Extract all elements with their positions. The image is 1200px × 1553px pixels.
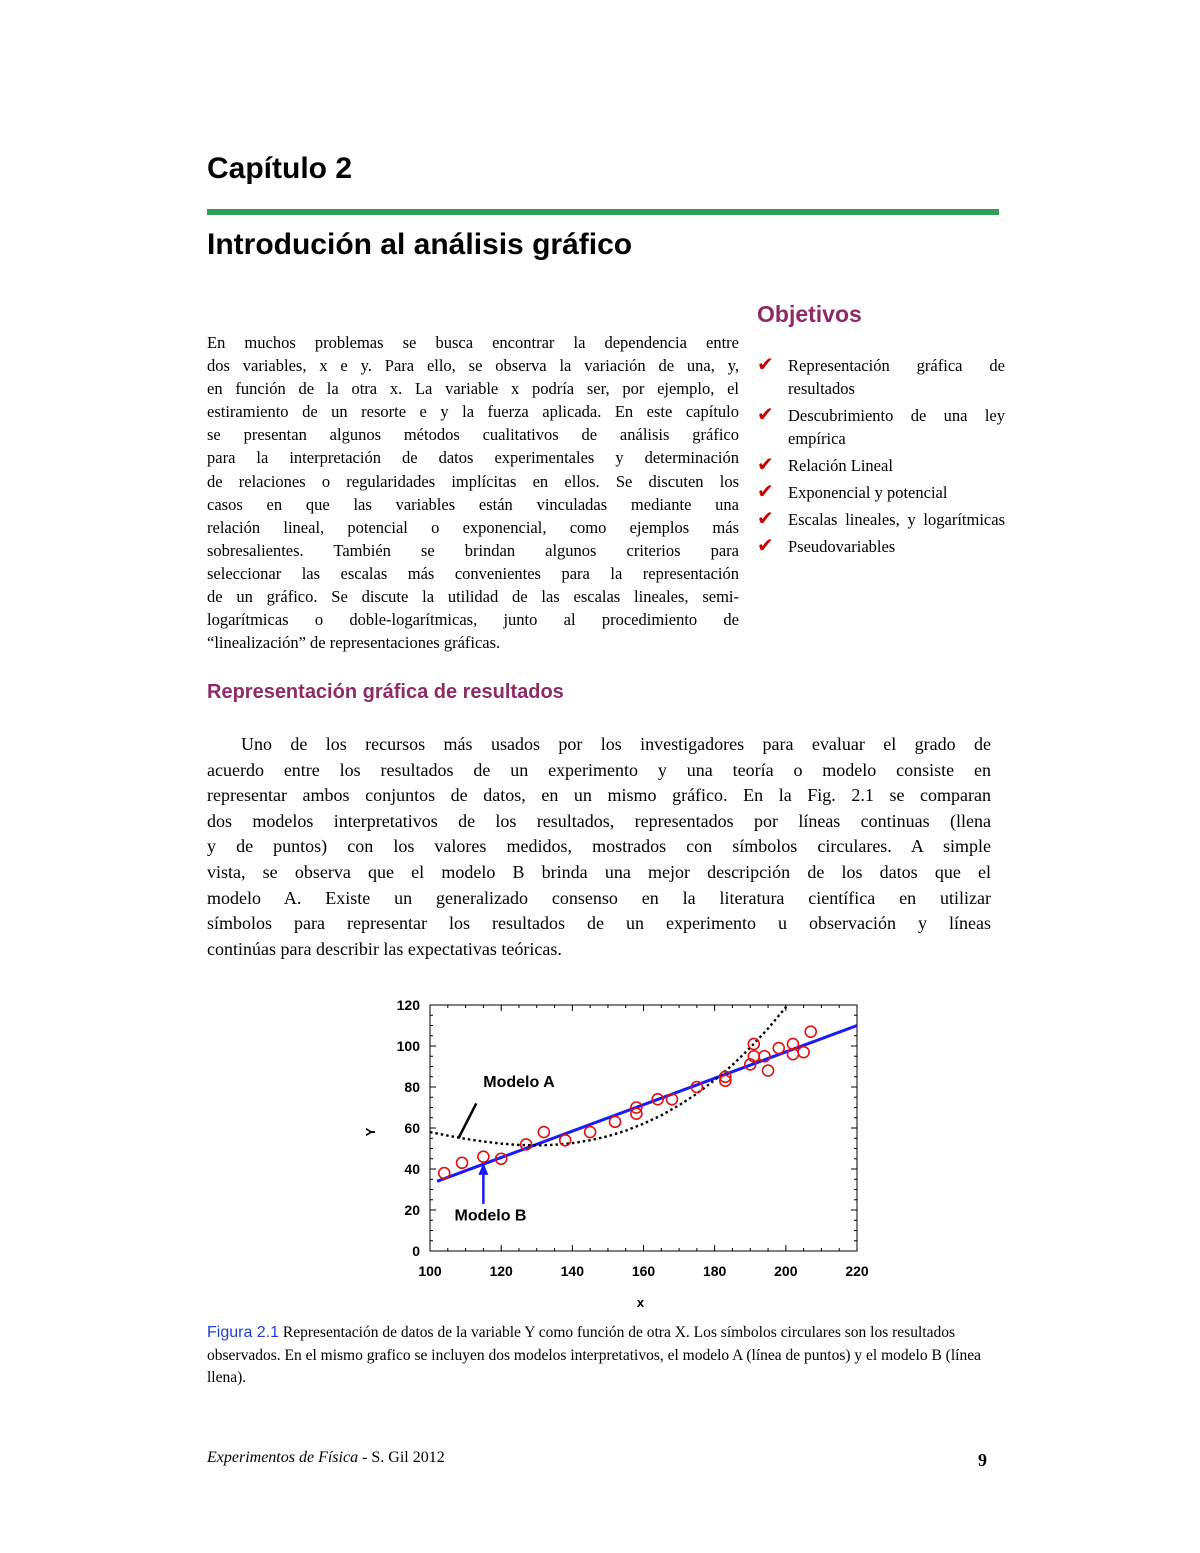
chart-points bbox=[439, 1026, 817, 1178]
intro-line: de relaciones o regularidades implícitas en ellos. Se discuten los bbox=[207, 471, 739, 491]
caption-text: Representación de datos de la variable Y como función de otra X. Los símbolos circulares son los resultados observados. En el mismo grafico se incluyen dos modelos interpretativos, el modelo A (línea de puntos) y el modelo B (línea llena). bbox=[207, 1324, 981, 1386]
paragraph-line: y de puntos) con los valores medidos, mostrados con símbolos circulares. A simple bbox=[207, 836, 991, 857]
chart-annotations bbox=[454, 1074, 555, 1224]
y-tick-label: 100 bbox=[396, 1038, 420, 1054]
intro-line: dos variables, x e y. Para ello, se observa la variación de una, y, bbox=[207, 356, 739, 376]
intro-line: logarítmicas o doble-logarítmicas, junto al procedimiento de bbox=[207, 610, 739, 630]
data-point bbox=[457, 1157, 468, 1168]
x-tick-label: 160 bbox=[631, 1263, 656, 1279]
chapter-rule bbox=[207, 209, 999, 215]
chapter-title: Introdución al análisis gráfico bbox=[207, 228, 633, 261]
intro-line: para la interpretación de datos experimentales y determinación bbox=[207, 448, 739, 468]
intro-line: En muchos problemas se busca encontrar la dependencia entre bbox=[207, 333, 739, 352]
footer-book: Experimentos de Física bbox=[207, 1449, 359, 1466]
intro-line: se presentan algunos métodos cualitativos de análisis gráfico bbox=[207, 425, 739, 445]
intro-paragraph bbox=[207, 331, 739, 654]
model-a-label: Modelo A bbox=[483, 1074, 555, 1091]
objectives-list bbox=[757, 354, 1005, 562]
data-point bbox=[805, 1026, 816, 1037]
x-tick-label: 220 bbox=[845, 1263, 869, 1279]
page-number: 9 bbox=[978, 1450, 987, 1470]
data-point bbox=[585, 1127, 596, 1138]
intro-line: seleccionar las escalas más convenientes para la representación bbox=[207, 563, 739, 583]
y-tick-label: 60 bbox=[404, 1120, 420, 1136]
check-mark-icon: ✔ bbox=[757, 452, 774, 476]
data-point bbox=[773, 1043, 784, 1054]
intro-line: relación lineal, potencial o exponencial, como ejemplos más bbox=[207, 517, 739, 537]
data-point bbox=[798, 1047, 809, 1058]
model-a-pointer bbox=[458, 1103, 476, 1138]
check-mark-icon: ✔ bbox=[757, 506, 774, 530]
y-axis-label: Y bbox=[363, 1127, 378, 1137]
intro-line: sobresalientes. También se brindan algunos criterios para bbox=[207, 540, 739, 560]
check-mark-icon: ✔ bbox=[757, 352, 774, 376]
data-point bbox=[560, 1135, 571, 1146]
objective-item: ✔ Relación Lineal bbox=[757, 452, 893, 476]
intro-line: casos en que las variables están vinculadas mediante una bbox=[207, 494, 739, 514]
data-point bbox=[763, 1065, 774, 1076]
figure-2-1-chart bbox=[360, 995, 900, 1315]
chart-axes bbox=[363, 997, 869, 1310]
objectives-heading: Objetivos bbox=[757, 301, 862, 327]
model-b-label: Modelo B bbox=[454, 1207, 527, 1225]
paragraph-line: representar ambos conjuntos de datos, en un mismo gráfico. En la Fig. 2.1 se comparan bbox=[207, 785, 991, 806]
intro-line: “linealización” de representaciones gráficas. bbox=[207, 633, 501, 653]
data-point bbox=[610, 1116, 621, 1127]
section-title: Representación gráfica de resultados bbox=[207, 681, 564, 703]
data-point bbox=[478, 1151, 489, 1162]
paragraph-line: acuerdo entre los resultados de un experimento y una teoría o modelo consiste en bbox=[207, 759, 991, 780]
intro-line: de un gráfico. Se discute la utilidad de las escalas lineales, semi- bbox=[207, 587, 739, 607]
chapter-label: Capítulo 2 bbox=[207, 152, 353, 185]
intro-line: estiramiento de un resorte e y la fuerza aplicada. En este capítulo bbox=[207, 402, 739, 422]
paragraph-line: modelo A. Existe un generalizado consenso en la literatura científica en utilizar bbox=[207, 887, 991, 908]
check-mark-icon: ✔ bbox=[757, 533, 774, 557]
model-a-line bbox=[430, 997, 797, 1146]
paragraph-line: vista, se observa que el modelo B brinda una mejor descripción de los datos que el bbox=[207, 861, 991, 882]
objective-item: ✔ Pseudovariables bbox=[757, 533, 896, 557]
paragraph-line: Uno de los recursos más usados por los investigadores para evaluar el grado de bbox=[241, 734, 991, 754]
objective-item: ✔ Exponencial y potencial bbox=[757, 479, 948, 503]
objective-item: ✔ Descubrimiento de una ley empírica bbox=[757, 402, 1005, 448]
data-point bbox=[538, 1127, 549, 1138]
footer-citation bbox=[207, 1449, 445, 1467]
figure-caption bbox=[207, 1322, 994, 1390]
caption-label: Figura 2.1 bbox=[207, 1324, 280, 1341]
paragraph-line: continúas para describir las expectativas teóricas. bbox=[207, 938, 562, 959]
y-tick-label: 80 bbox=[404, 1079, 420, 1095]
y-tick-label: 40 bbox=[404, 1161, 420, 1177]
x-tick-label: 120 bbox=[489, 1263, 513, 1279]
footer-author: - S. Gil 2012 bbox=[362, 1449, 445, 1466]
section-paragraph bbox=[207, 732, 991, 962]
y-tick-label: 20 bbox=[404, 1202, 420, 1218]
objective-item: ✔ Representación gráfica de resultados bbox=[757, 352, 1005, 398]
x-axis-label: x bbox=[636, 1295, 645, 1310]
objective-item: ✔ Escalas lineales, y logarítmicas bbox=[757, 506, 1005, 530]
check-mark-icon: ✔ bbox=[757, 479, 774, 503]
x-tick-label: 180 bbox=[702, 1263, 727, 1279]
y-tick-label: 0 bbox=[412, 1243, 420, 1259]
x-tick-label: 100 bbox=[418, 1263, 442, 1279]
y-tick-label: 120 bbox=[396, 997, 420, 1013]
data-point bbox=[439, 1168, 450, 1179]
paragraph-line: símbolos para representar los resultados de un experimento u observación y líneas bbox=[207, 913, 991, 934]
check-mark-icon: ✔ bbox=[757, 402, 774, 426]
x-tick-label: 200 bbox=[774, 1263, 798, 1279]
intro-line: en función de la otra x. La variable x podría ser, por ejemplo, el bbox=[207, 379, 739, 399]
paragraph-line: dos modelos interpretativos de los resultados, representados por líneas continuas (llena bbox=[207, 810, 991, 831]
x-tick-label: 140 bbox=[560, 1263, 585, 1279]
